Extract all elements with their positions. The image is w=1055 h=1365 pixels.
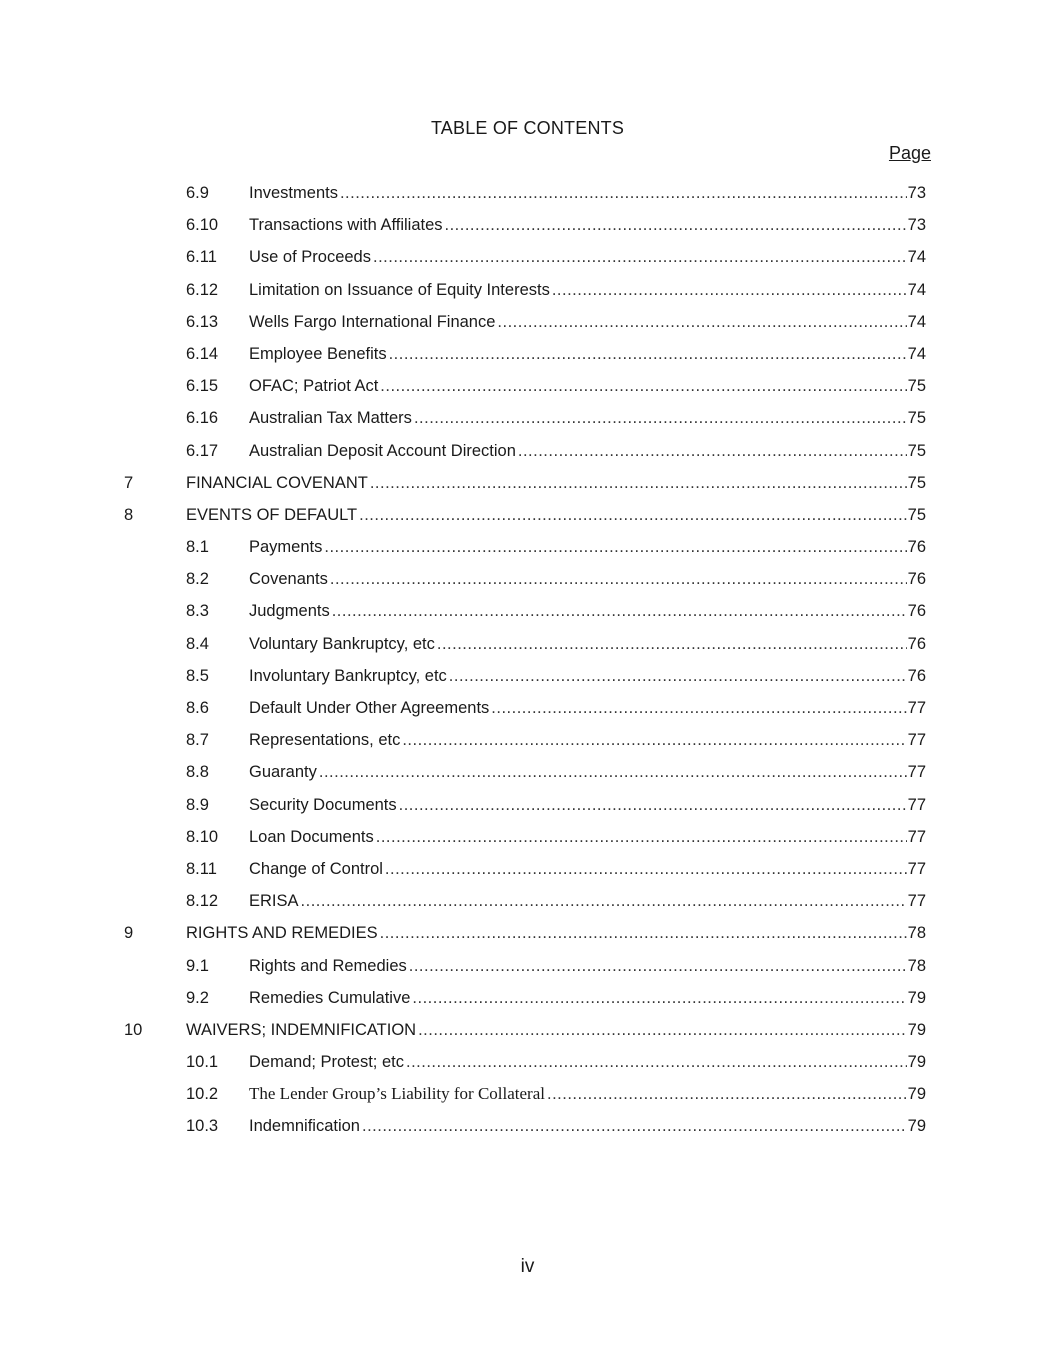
toc-entry-title: Payments: [249, 538, 323, 557]
toc-entry-number: 8.9: [186, 795, 209, 814]
toc-entry-title: Judgments: [249, 602, 330, 621]
toc-entry-number: 6.13: [186, 312, 219, 331]
toc-entry-line: [249, 241, 926, 273]
toc-entry-title: WAIVERS; INDEMNIFICATION: [186, 1020, 417, 1039]
toc-entry-line: [186, 467, 926, 499]
toc-entry-number: 8.3: [186, 602, 209, 621]
toc-entry-title: Indemnification: [249, 1117, 360, 1136]
toc-entry: [0, 628, 1055, 660]
toc-entry-page: 76: [907, 634, 926, 653]
toc-entry-number: 8.4: [186, 634, 209, 653]
toc-entry: [0, 467, 1055, 499]
toc-entry: [0, 306, 1055, 338]
toc-entry-page: 77: [907, 699, 926, 717]
toc-list: [0, 177, 1055, 1143]
toc-entry-page: 77: [907, 892, 926, 911]
toc-entry: [0, 1110, 1055, 1142]
toc-entry-page: 77: [907, 827, 926, 846]
toc-entry-number: 8.5: [186, 666, 209, 685]
toc-entry-title: OFAC; Patriot Act: [249, 377, 379, 396]
toc-entry: [0, 531, 1055, 563]
dot-leader: [373, 241, 907, 273]
toc-entry: [0, 660, 1055, 692]
toc-entry: [0, 821, 1055, 853]
toc-entry-title: Involuntary Bankruptcy, etc: [249, 666, 447, 685]
dot-leader: [547, 1078, 907, 1110]
toc-entry-number: 6.11: [186, 248, 217, 267]
toc-entry: [0, 853, 1055, 885]
toc-entry-page: 78: [907, 924, 926, 943]
toc-entry-page: 79: [907, 1053, 926, 1072]
toc-entry-number: 6.16: [186, 409, 219, 428]
toc-entry-page: 73: [907, 184, 926, 202]
toc-entry-title: Remedies Cumulative: [249, 988, 411, 1007]
toc-entry-page: 77: [907, 763, 926, 782]
toc-entry-line: [249, 402, 926, 434]
toc-entry-number: 8.2: [186, 570, 209, 589]
toc-entry: [0, 177, 1055, 209]
toc-entry-line: [186, 499, 926, 531]
toc-entry-number: 8.10: [186, 827, 219, 846]
toc-entry-title: The Lender Group’s Liability for Collateral: [249, 1084, 545, 1104]
toc-entry-line: [249, 724, 926, 756]
toc-entry-title: Change of Control: [249, 859, 383, 878]
toc-entry-page: 73: [907, 216, 926, 235]
toc-entry: [0, 789, 1055, 821]
toc-entry-number: 6.12: [186, 280, 219, 299]
dot-leader: [301, 885, 907, 917]
dot-leader: [324, 531, 906, 563]
toc-entry-page: 75: [907, 441, 926, 460]
toc-entry: [0, 595, 1055, 627]
dot-leader: [402, 724, 906, 756]
toc-entry-line: [249, 628, 926, 660]
toc-entry-number: 10.3: [186, 1117, 219, 1136]
dot-leader: [414, 402, 907, 434]
toc-entry: [0, 982, 1055, 1014]
toc-entry-line: [249, 789, 926, 821]
dot-leader: [319, 756, 907, 788]
dot-leader: [409, 950, 907, 982]
toc-entry-page: 77: [907, 795, 926, 814]
toc-entry-page: 76: [907, 602, 926, 621]
toc-entry-line: [249, 531, 926, 563]
toc-entry-page: 75: [907, 505, 926, 524]
toc-entry-page: 75: [907, 473, 926, 492]
toc-entry-number: 8.12: [186, 892, 219, 911]
toc-entry: [0, 724, 1055, 756]
dot-leader: [330, 563, 907, 595]
toc-entry-number: 8.1: [186, 538, 209, 557]
toc-entry: [0, 499, 1055, 531]
dot-leader: [399, 789, 907, 821]
toc-entry: [0, 435, 1055, 467]
toc-entry-line: [249, 692, 926, 724]
toc-entry-title: Australian Deposit Account Direction: [249, 441, 516, 460]
toc-entry-page: 79: [907, 988, 926, 1007]
dot-leader: [370, 467, 907, 499]
toc-entry-page: 77: [907, 731, 926, 750]
toc-entry-line: [249, 821, 926, 853]
toc-entry: [0, 402, 1055, 434]
toc-entry-title: Default Under Other Agreements: [249, 699, 490, 717]
toc-entry-title: FINANCIAL COVENANT: [186, 473, 368, 492]
dot-leader: [332, 595, 907, 627]
dot-leader: [380, 370, 906, 402]
toc-entry-title: Rights and Remedies: [249, 956, 407, 975]
toc-entry-page: 77: [907, 859, 926, 878]
toc-entry-title: Employee Benefits: [249, 344, 387, 363]
toc-entry: [0, 1078, 1055, 1110]
toc-entry-number: 9.2: [186, 988, 209, 1007]
toc-entry-page: 74: [907, 312, 926, 331]
toc-entry-title: Loan Documents: [249, 827, 374, 846]
toc-entry: [0, 950, 1055, 982]
toc-entry: [0, 756, 1055, 788]
toc-entry-line: [249, 885, 926, 917]
toc-entry-title: Limitation on Issuance of Equity Interests: [249, 280, 550, 299]
toc-entry-number: 8.7: [186, 731, 209, 750]
toc-entry-title: Guaranty: [249, 763, 317, 782]
toc-entry-line: [249, 1078, 926, 1110]
page-column-label: Page: [888, 143, 931, 163]
toc-entry: [0, 885, 1055, 917]
dot-leader: [376, 821, 907, 853]
toc-entry-line: [249, 756, 926, 788]
toc-entry-page: 76: [907, 570, 926, 589]
toc-entry-line: [249, 435, 926, 467]
toc-entry-title: Wells Fargo International Finance: [249, 312, 496, 331]
toc-entry-number: 6.14: [186, 344, 219, 363]
toc-entry-title: Australian Tax Matters: [249, 409, 412, 428]
toc-entry-number: 9.1: [186, 956, 209, 975]
dot-leader: [385, 853, 907, 885]
toc-entry: [0, 338, 1055, 370]
dot-leader: [380, 917, 907, 949]
dot-leader: [445, 209, 907, 241]
toc-entry: [0, 274, 1055, 306]
toc-entry: [0, 1014, 1055, 1046]
dot-leader: [449, 660, 907, 692]
dot-leader: [359, 499, 907, 531]
toc-entry-title: ERISA: [249, 892, 299, 911]
footer-page-number: iv: [520, 1256, 535, 1277]
toc-entry-title: Demand; Protest; etc: [249, 1053, 404, 1072]
toc-entry-title: Transactions with Affiliates: [249, 216, 443, 235]
dot-leader: [340, 177, 907, 209]
dot-leader: [412, 982, 906, 1014]
toc-title: TABLE OF CONTENTS: [430, 118, 625, 138]
toc-entry-number: 8.8: [186, 763, 209, 782]
toc-entry-line: [249, 1110, 926, 1142]
toc-entry-line: [249, 660, 926, 692]
toc-entry-title: RIGHTS AND REMEDIES: [186, 924, 378, 943]
toc-entry-page: 74: [907, 248, 926, 267]
toc-entry-number: 10: [124, 1020, 143, 1039]
toc-entry-page: 75: [907, 409, 926, 428]
toc-entry-number: 10.1: [186, 1053, 219, 1072]
toc-entry-number: 8.6: [186, 699, 209, 717]
toc-entry-line: [249, 595, 926, 627]
toc-entry-number: 8.11: [186, 859, 217, 878]
dot-leader: [362, 1110, 907, 1142]
toc-entry-line: [249, 338, 926, 370]
dot-leader: [437, 628, 907, 660]
toc-entry-line: [186, 917, 926, 949]
toc-entry-number: 8: [124, 505, 134, 524]
toc-entry-title: EVENTS OF DEFAULT: [186, 505, 358, 524]
toc-entry-number: 9: [124, 924, 134, 943]
toc-entry-page: 79: [907, 1020, 926, 1039]
toc-entry-page: 79: [907, 1085, 926, 1104]
dot-leader: [389, 338, 907, 370]
toc-entry-number: 6.17: [186, 441, 219, 460]
dot-leader: [518, 435, 907, 467]
toc-entry: [0, 241, 1055, 273]
toc-entry-page: 74: [907, 280, 926, 299]
toc-entry-line: [249, 950, 926, 982]
toc-entry-line: [249, 306, 926, 338]
toc-entry-line: [249, 370, 926, 402]
toc-entry-line: [249, 982, 926, 1014]
toc-entry-line: [249, 209, 926, 241]
toc-entry-line: [249, 563, 926, 595]
dot-leader: [491, 692, 906, 724]
toc-entry-number: 7: [124, 473, 134, 492]
toc-entry: [0, 209, 1055, 241]
toc-entry-page: 79: [907, 1117, 926, 1136]
dot-leader: [418, 1014, 907, 1046]
dot-leader: [552, 274, 907, 306]
toc-entry-line: [186, 1014, 926, 1046]
toc-entry: [0, 563, 1055, 595]
toc-entry-title: Covenants: [249, 570, 328, 589]
toc-entry-title: Investments: [249, 184, 338, 202]
toc-entry-number: 6.9: [186, 184, 209, 202]
toc-entry-number: 6.10: [186, 216, 219, 235]
toc-entry-line: [249, 1046, 926, 1078]
toc-entry-line: [249, 853, 926, 885]
toc-entry: [0, 1046, 1055, 1078]
toc-entry-title: Voluntary Bankruptcy, etc: [249, 634, 435, 653]
toc-entry: [0, 917, 1055, 949]
toc-entry-page: 76: [907, 538, 926, 557]
toc-entry-number: 10.2: [186, 1085, 219, 1104]
dot-leader: [406, 1046, 907, 1078]
toc-entry-line: [249, 177, 926, 209]
toc-entry-title: Use of Proceeds: [249, 248, 371, 267]
toc-entry-page: 74: [907, 344, 926, 363]
toc-entry-page: 78: [907, 956, 926, 975]
toc-entry-page: 76: [907, 666, 926, 685]
toc-entry-number: 6.15: [186, 377, 219, 396]
toc-entry-title: Representations, etc: [249, 731, 401, 750]
toc-entry: [0, 370, 1055, 402]
dot-leader: [497, 306, 906, 338]
toc-entry-page: 75: [907, 377, 926, 396]
toc-entry-line: [249, 274, 926, 306]
toc-entry-title: Security Documents: [249, 795, 397, 814]
toc-entry: [0, 692, 1055, 724]
